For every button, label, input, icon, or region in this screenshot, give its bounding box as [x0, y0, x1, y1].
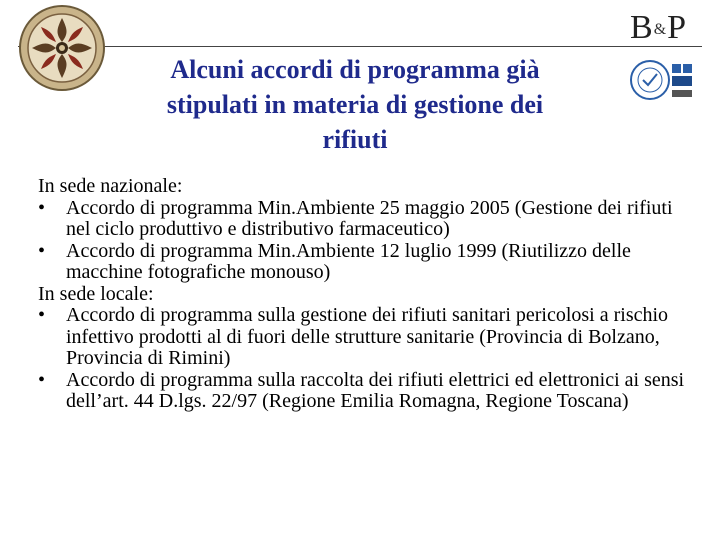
title-line-3: rifiuti	[322, 125, 388, 154]
national-heading: In sede nazionale:	[38, 175, 183, 197]
header-rule	[18, 46, 702, 47]
title-line-2: stipulati in materia di gestione dei	[166, 90, 544, 119]
brand-ampersand: &	[653, 21, 668, 39]
list-item	[38, 305, 698, 370]
mosaic-emblem-icon	[18, 4, 106, 92]
local-list	[38, 305, 698, 413]
list-item-text: Accordo di programma Min.Ambiente 25 maggio 2005 (Gestione dei rifiuti nel ciclo produttivo e distributivo farmaceutico)	[66, 196, 673, 240]
list-item	[38, 370, 698, 413]
title-line-1: Alcuni accordi di programma già	[170, 55, 540, 84]
list-item-text: Accordo di programma sulla gestione dei rifiuti sanitari pericolosi a rischio infettivo prodotti al di fuori delle strutture sanitarie (Provincia di Bolzano, Provincia di Rimini)	[66, 304, 669, 369]
brand-logo	[630, 8, 696, 48]
local-heading: In sede locale:	[38, 282, 154, 305]
list-item	[38, 241, 698, 284]
bullet-icon: •	[38, 368, 46, 391]
slide-body	[38, 176, 698, 413]
brand-letter-b: B	[630, 9, 654, 46]
brand-letter-p: P	[667, 9, 688, 46]
bullet-icon: •	[38, 304, 46, 326]
list-item-text: Accordo di programma Min.Ambiente 12 luglio 1999 (Riutilizzo delle macchine fotografiche monouso)	[66, 239, 631, 283]
list-item-text: Accordo di programma sulla raccolta dei rifiuti elettrici ed elettronici ai sensi dell’art. 44 D.lgs. 22/97 (Regione Emilia Romagna, Regione Toscana)	[66, 368, 685, 412]
slide-title	[110, 52, 600, 157]
bullet-icon: •	[38, 239, 46, 262]
bullet-icon: •	[38, 196, 46, 219]
list-item	[38, 198, 698, 241]
national-list	[38, 198, 698, 284]
certification-seal-icon	[628, 50, 694, 110]
